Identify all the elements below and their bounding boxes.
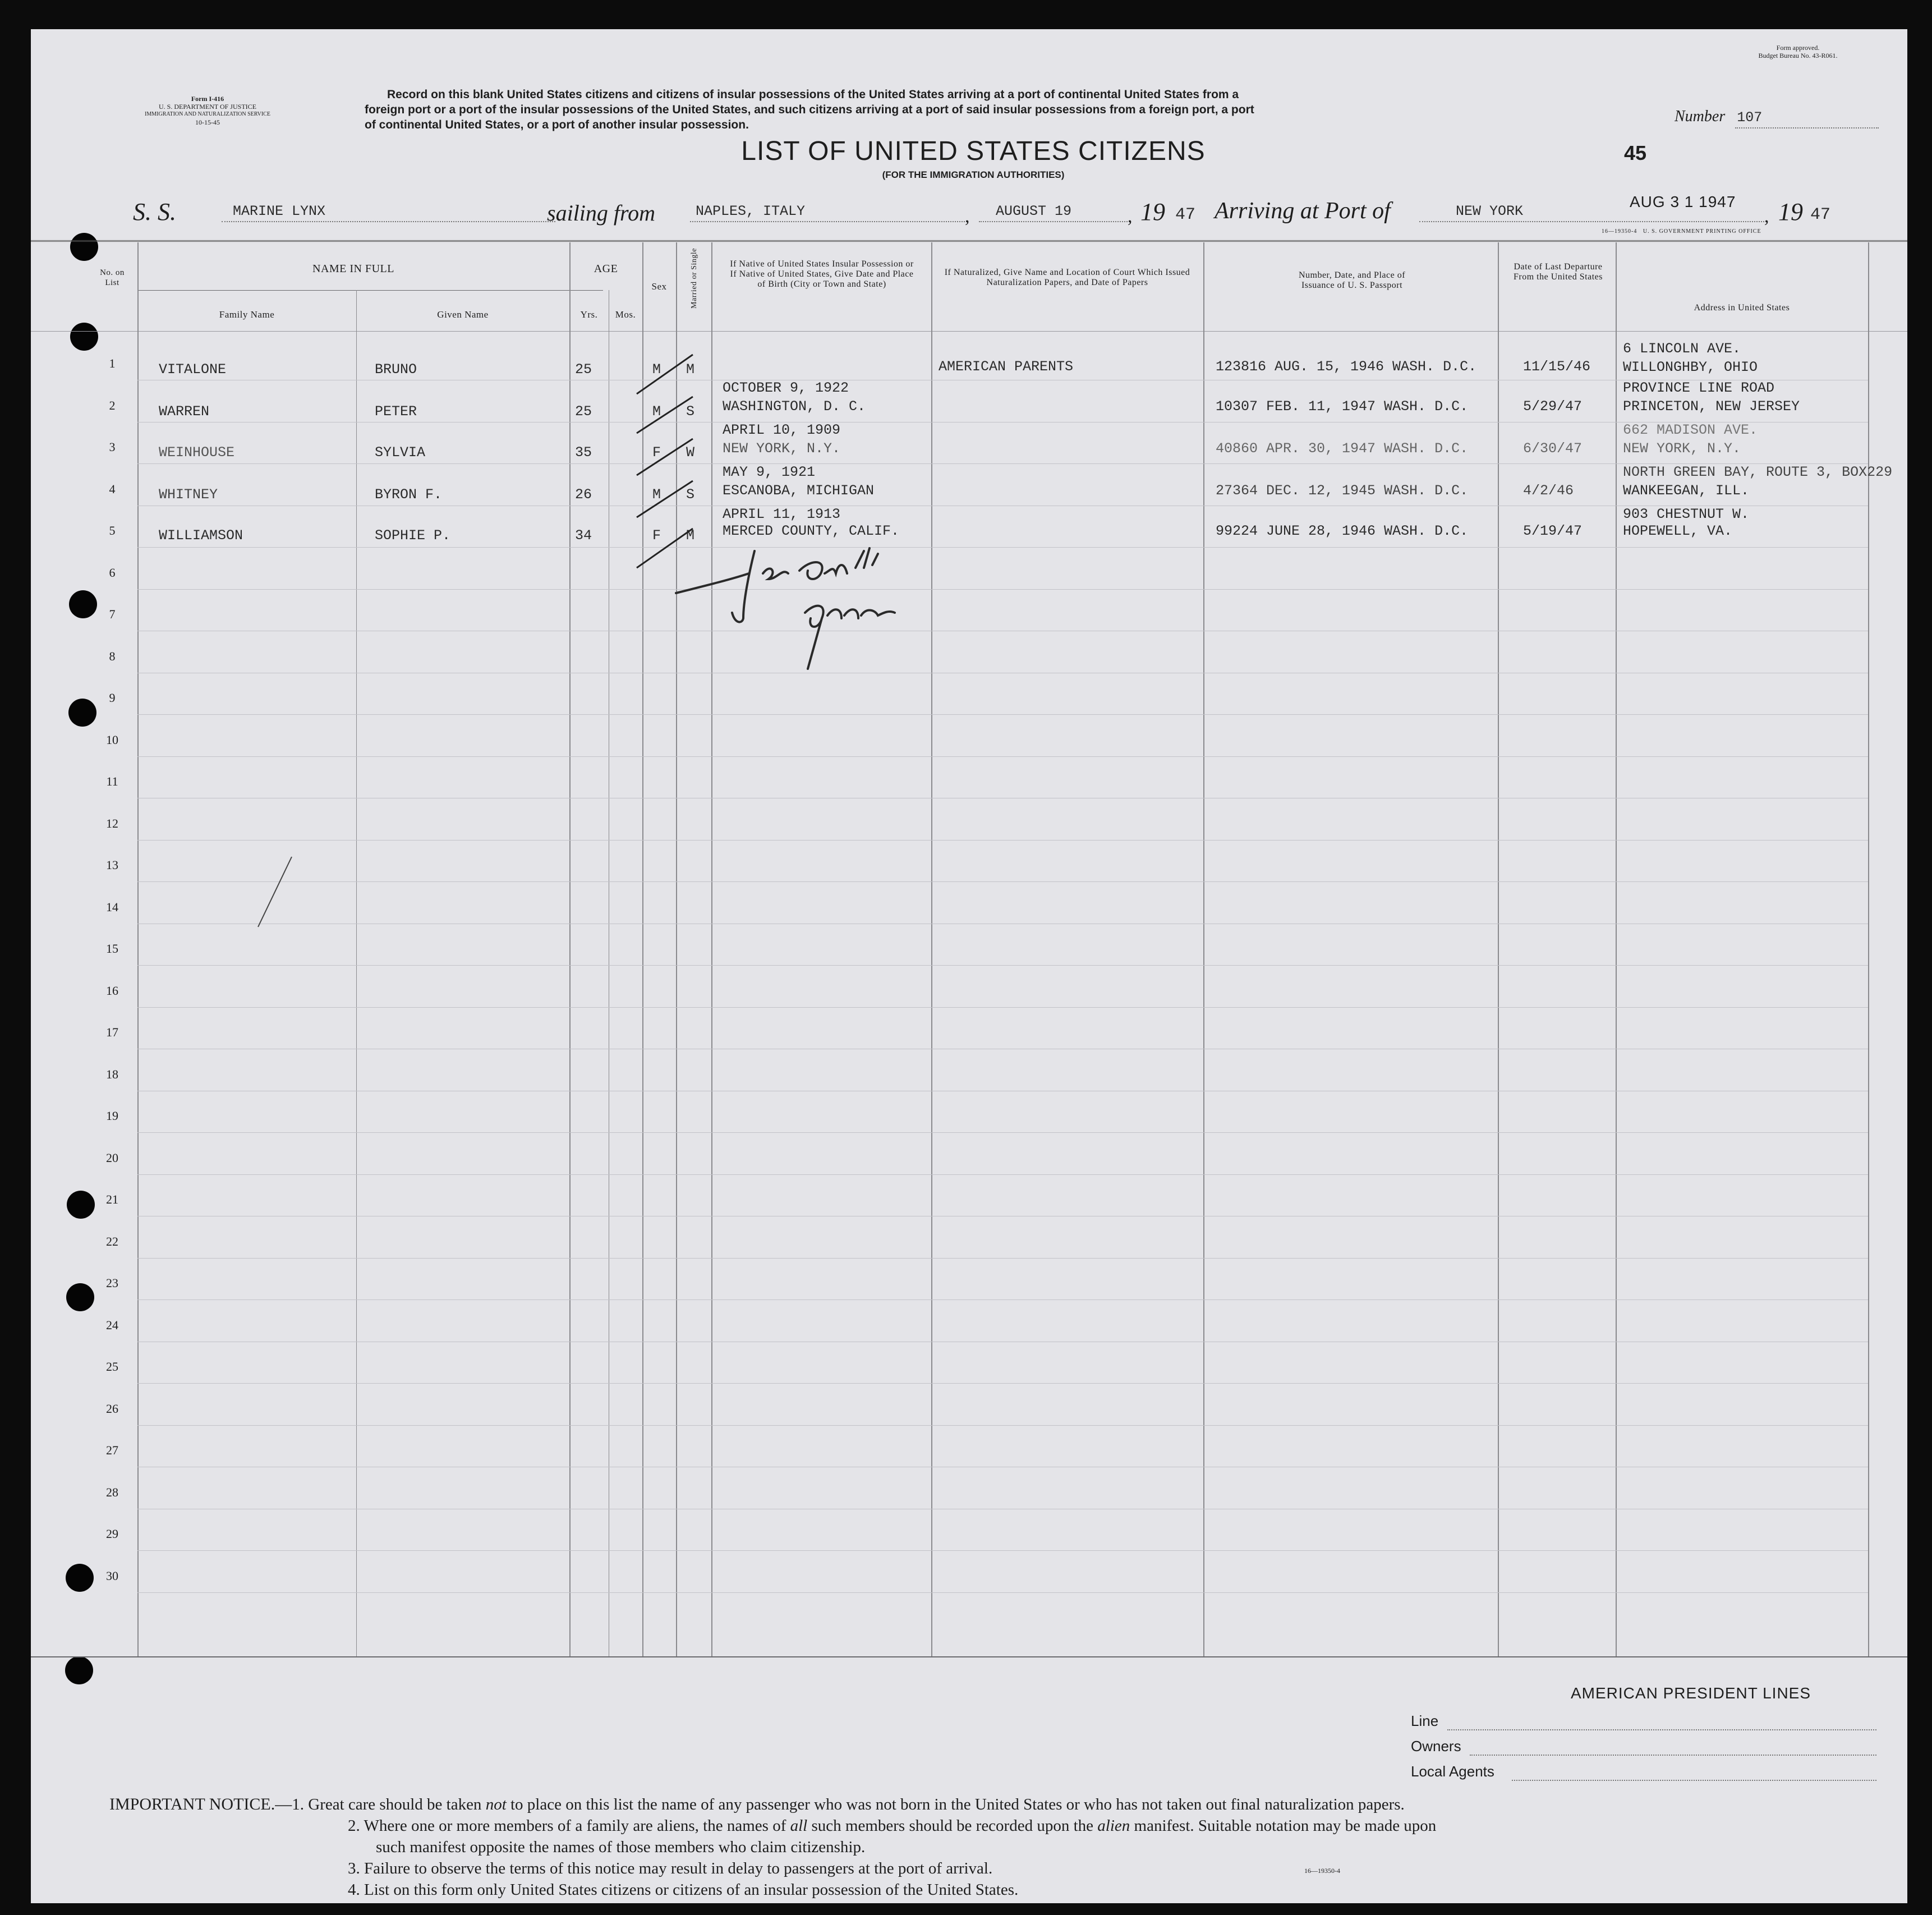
row-line: [137, 840, 1868, 841]
year-prefix: 19: [1140, 198, 1165, 226]
notice-item-2: [109, 1815, 1876, 1836]
row-number: 28: [106, 1485, 118, 1499]
row-number: 8: [109, 649, 116, 663]
header-bottom-rule: [31, 331, 1907, 332]
address-line: 6 LINCOLN AVE.: [1623, 341, 1741, 357]
given-name: PETER: [375, 403, 417, 420]
notice-item-3: 3. Failure to observe the terms of this notice may result in delay to passengers at the port of arrival.: [348, 1859, 993, 1877]
column-line: [137, 242, 139, 1656]
family-name: WHITNEY: [159, 486, 218, 503]
row-number: 21: [106, 1192, 118, 1206]
arrival-year-suffix: 47: [1810, 205, 1831, 224]
bottom-form-code: 16—19350-4: [1304, 1867, 1340, 1875]
comma: ,: [1128, 206, 1133, 227]
record-line: of continental United States, or a port of another insular possession.: [365, 118, 749, 131]
punch-hole: [66, 1564, 94, 1592]
row-line: [137, 881, 1868, 882]
birth-date: APRIL 10, 1909: [723, 422, 841, 438]
address-line: 662 MADISON AVE.: [1623, 422, 1758, 438]
record-instructions: [365, 87, 1621, 132]
row-number: 26: [106, 1401, 118, 1416]
row-line: [137, 1592, 1868, 1593]
row-line: [137, 965, 1868, 966]
arrival-date-stamp: AUG 3 1 1947: [1630, 193, 1736, 210]
row-line: [137, 1299, 1868, 1300]
header-family-name: Family Name: [219, 309, 275, 320]
line-value: AMERICAN PRESIDENT LINES: [1571, 1684, 1811, 1702]
row-number: 6: [109, 565, 116, 580]
row-number: 29: [106, 1527, 118, 1541]
punch-hole: [70, 233, 98, 261]
sailing-label: sailing from: [547, 200, 655, 226]
marital-status: M: [686, 361, 695, 378]
sex: F: [652, 527, 661, 544]
line-fill: [1447, 1729, 1876, 1730]
table-bottom-rule: [31, 1656, 1907, 1657]
header-name-in-full: NAME IN FULL: [312, 263, 394, 275]
passport: 10307 FEB. 11, 1947 WASH. D.C.: [1216, 398, 1469, 415]
age-years: 25: [575, 403, 592, 420]
departure-date: 11/15/46: [1523, 359, 1591, 375]
arrival-line: [1419, 221, 1764, 222]
row-number: 16: [106, 983, 118, 998]
notice-text: manifest. Suitable notation may be made upon: [1130, 1817, 1437, 1835]
row-line: [137, 547, 1868, 548]
row-number: 15: [106, 942, 118, 956]
notice-title: IMPORTANT NOTICE.—: [109, 1795, 292, 1813]
row-number: 5: [109, 523, 116, 538]
row-number: 18: [106, 1067, 118, 1081]
record-line: Record on this blank United States citizens and citizens of insular possessions of the United States arriving at a port of continental United States from a: [387, 88, 1239, 101]
owners-fill: [1470, 1755, 1876, 1756]
comma: ,: [965, 206, 970, 227]
header-mos: Mos.: [615, 309, 636, 320]
row-number: 12: [106, 816, 118, 830]
address-line: WANKEEGAN, ILL.: [1623, 483, 1750, 499]
sail-date-line: [979, 221, 1128, 222]
notice-text: such members should be recorded upon the: [807, 1817, 1098, 1835]
family-name: WARREN: [159, 403, 210, 420]
age-years: 26: [575, 486, 592, 503]
form-id-block: [84, 95, 331, 126]
arrival-port: NEW YORK: [1456, 203, 1524, 219]
marital-status: M: [686, 527, 695, 544]
arrival-year-prefix: 19: [1778, 198, 1803, 226]
punch-hole: [67, 1191, 95, 1219]
gpo-note: U. S. GOVERNMENT PRINTING OFFICE: [1643, 228, 1761, 235]
column-line: [1868, 242, 1869, 1656]
birth-date: MAY 9, 1921: [723, 464, 816, 480]
row-line: [137, 1007, 1868, 1008]
stray-pen-mark: [252, 854, 297, 933]
header-age: AGE: [594, 263, 618, 275]
service-name: IMMIGRATION AND NATURALIZATION SERVICE: [145, 111, 270, 117]
notice-item-4: 4. List on this form only United States citizens or citizens of an insular possession of the United States.: [348, 1881, 1019, 1899]
row-line: [137, 714, 1868, 715]
approval-note: [1722, 44, 1874, 59]
row-number: 25: [106, 1360, 118, 1374]
number-field: [1675, 108, 1876, 126]
notice-emphasis: alien: [1097, 1817, 1130, 1835]
punch-hole: [66, 1283, 94, 1311]
naturalization: AMERICAN PARENTS: [939, 359, 1074, 375]
check-mark: [637, 481, 693, 517]
address-line: 903 CHESTNUT W.: [1623, 506, 1750, 522]
page-title: LIST OF UNITED STATES CITIZENS: [741, 136, 1206, 166]
passport: 27364 DEC. 12, 1945 WASH. D.C.: [1216, 483, 1469, 499]
address-line: HOPEWELL, VA.: [1623, 523, 1733, 539]
row-number: 20: [106, 1150, 118, 1165]
row-number: 9: [109, 691, 116, 705]
notice-emphasis: all: [790, 1817, 808, 1835]
birth-place: MERCED COUNTY, CALIF.: [723, 523, 900, 539]
row-number: 19: [106, 1109, 118, 1123]
comma: ,: [1764, 206, 1769, 227]
row-line: [137, 422, 1868, 423]
print-code: [1602, 228, 1761, 235]
ss-label: S. S.: [133, 198, 176, 226]
birth-place: NEW YORK, N.Y.: [723, 440, 841, 457]
agents-fill: [1512, 1780, 1876, 1781]
row-line: [137, 1550, 1868, 1551]
ship-line: [222, 221, 555, 222]
row-line: [137, 1383, 1868, 1384]
birth-place: WASHINGTON, D. C.: [723, 398, 866, 415]
given-name: BRUNO: [375, 361, 417, 378]
birth-date: APRIL 11, 1913: [723, 506, 841, 522]
check-mark: [637, 439, 693, 475]
column-line: [931, 242, 932, 1656]
print-code-text: 16—19350-4: [1602, 228, 1637, 235]
address-line: NEW YORK, N.Y.: [1623, 440, 1741, 457]
passport: 40860 APR. 30, 1947 WASH. D.C.: [1216, 440, 1469, 457]
arriving-label: Arriving at Port of: [1215, 198, 1391, 224]
row-number: 27: [106, 1443, 118, 1457]
inspector-signature: [665, 540, 945, 674]
departure-date: 6/30/47: [1523, 440, 1583, 457]
column-line: [1616, 242, 1617, 1656]
given-name: SOPHIE P.: [375, 527, 451, 544]
address-line: NORTH GREEN BAY, ROUTE 3, BOX229: [1623, 464, 1893, 480]
family-name: WILLIAMSON: [159, 527, 243, 544]
ship-name: MARINE LYNX: [233, 203, 326, 219]
age-years: 35: [575, 444, 592, 461]
number-line: [1735, 127, 1879, 128]
header-address: Address in United States: [1694, 303, 1790, 313]
family-name: WEINHOUSE: [159, 444, 235, 461]
column-line: [1203, 242, 1204, 1656]
header-native: If Native of United States Insular Possession or If Native of United States, Give Date and Place of Birth (City or Town and State): [730, 259, 914, 289]
marital-status: S: [686, 486, 695, 503]
form-number: Form I-416: [191, 95, 224, 103]
row-number: 4: [109, 481, 116, 496]
sex: M: [652, 361, 661, 378]
owners-label: Owners: [1411, 1738, 1461, 1755]
important-notice: [109, 1794, 1876, 1900]
agents-label: Local Agents: [1411, 1763, 1494, 1780]
number-value: 107: [1737, 109, 1763, 126]
punch-hole: [69, 590, 97, 618]
column-line: [569, 242, 571, 1656]
sex: M: [652, 486, 661, 503]
year-suffix: 47: [1175, 205, 1196, 224]
column-line: [356, 290, 357, 1656]
row-line: [137, 1258, 1868, 1259]
row-number: 1: [109, 356, 116, 370]
page-subtitle: (FOR THE IMMIGRATION AUTHORITIES): [882, 169, 1065, 180]
row-line: [137, 589, 1868, 590]
column-line: [1498, 242, 1499, 1656]
row-number: 11: [106, 774, 118, 788]
row-number: 7: [109, 607, 116, 621]
notice-text: 1. Great care should be taken: [292, 1795, 486, 1813]
punch-hole: [68, 699, 96, 727]
punch-hole: [65, 1656, 93, 1684]
age-years: 25: [575, 361, 592, 378]
row-number: 13: [106, 858, 118, 872]
row-number: 24: [106, 1317, 118, 1332]
address-line: PROVINCE LINE ROAD: [1623, 380, 1775, 396]
departure-date: 5/19/47: [1523, 523, 1583, 539]
approval-line: Form approved.: [1776, 44, 1820, 52]
from-port: NAPLES, ITALY: [696, 203, 806, 219]
address-line: WILLONGHBY, OHIO: [1623, 359, 1758, 375]
header-given-name: Given Name: [437, 309, 489, 320]
given-name: BYRON F.: [375, 486, 443, 503]
row-line: [137, 463, 1868, 464]
name-subheader-rule: [137, 290, 603, 291]
header-yrs: Yrs.: [580, 309, 598, 320]
birth-place: ESCANOBA, MICHIGAN: [723, 483, 875, 499]
notice-item-2-continued: such manifest opposite the names of those members who claim citizenship.: [376, 1838, 866, 1856]
check-mark: [637, 355, 693, 394]
row-number: 14: [106, 899, 118, 914]
department: U. S. DEPARTMENT OF JUSTICE: [159, 103, 256, 111]
departure-date: 5/29/47: [1523, 398, 1583, 415]
row-number: 10: [106, 732, 118, 747]
family-name: VITALONE: [159, 361, 227, 378]
manifest-page: [31, 29, 1907, 1903]
header-departure: Date of Last Departure From the United States: [1514, 262, 1603, 282]
marital-status: W: [686, 444, 695, 461]
header-no-on-list: No. on List: [100, 268, 125, 287]
page-number: 45: [1624, 141, 1647, 164]
notice-item-1: [109, 1794, 1876, 1815]
sex: F: [652, 444, 661, 461]
notice-text: to place on this list the name of any passenger who was not born in the United States or who has not taken out final naturalization papers.: [506, 1795, 1405, 1813]
marital-status: S: [686, 403, 695, 420]
birth-date: OCTOBER 9, 1922: [723, 380, 849, 396]
row-number: 30: [106, 1568, 118, 1583]
header-passport: Number, Date, and Place of Issuance of U. S. Passport: [1298, 270, 1406, 290]
row-line: [137, 756, 1868, 757]
form-date: 10-15-45: [195, 118, 220, 126]
number-label: Number: [1675, 108, 1726, 125]
sail-date: AUGUST 19: [996, 203, 1072, 219]
record-line: foreign port or a port of the insular possessions of the United States, and such citizens arriving at a port of said insular possessions from a foreign port, a port: [365, 103, 1254, 116]
header-married-or-single: Married or Single: [690, 247, 698, 309]
row-number: 17: [106, 1025, 118, 1039]
row-number: 2: [109, 398, 116, 412]
row-line: [137, 1174, 1868, 1175]
header-naturalized: If Naturalized, Give Name and Location of Court Which Issued Naturalization Papers, and Date of Papers: [944, 268, 1190, 287]
budget-line: Budget Bureau No. 43-R061.: [1758, 52, 1838, 59]
sex: M: [652, 403, 661, 420]
table-top-rule: [31, 240, 1907, 242]
row-line: [137, 1132, 1868, 1133]
given-name: SYLVIA: [375, 444, 426, 461]
line-label: Line: [1411, 1712, 1439, 1729]
check-mark: [637, 397, 693, 433]
passport: 123816 AUG. 15, 1946 WASH. D.C.: [1216, 359, 1477, 375]
departure-date: 4/2/46: [1523, 483, 1574, 499]
notice-text: 2. Where one or more members of a family are aliens, the names of: [348, 1817, 790, 1835]
from-port-line: [690, 221, 965, 222]
row-line: [137, 1425, 1868, 1426]
header-sex: Sex: [651, 281, 667, 292]
address-line: PRINCETON, NEW JERSEY: [1623, 398, 1800, 415]
row-number: 23: [106, 1276, 118, 1290]
age-years: 34: [575, 527, 592, 544]
punch-hole: [70, 323, 98, 351]
row-number: 3: [109, 440, 116, 454]
passport: 99224 JUNE 28, 1946 WASH. D.C.: [1216, 523, 1469, 539]
notice-emphasis: not: [485, 1795, 507, 1813]
row-number: 22: [106, 1234, 118, 1248]
